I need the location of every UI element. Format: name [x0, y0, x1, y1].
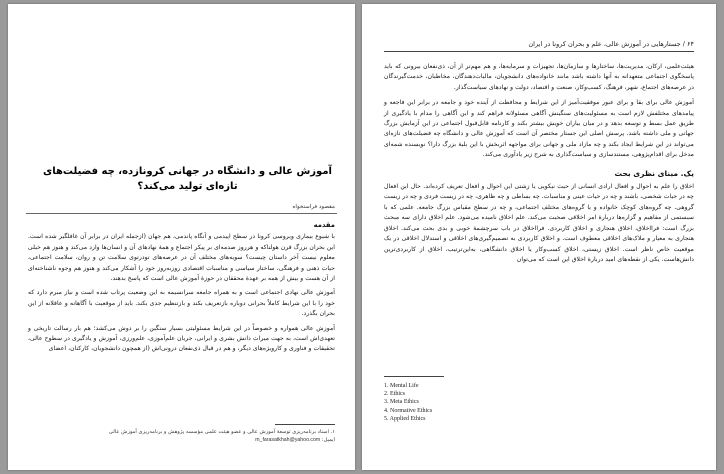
footnote-email: m_farasatkhah@yahoo.com: [255, 437, 321, 443]
right-body: [384, 62, 694, 270]
left-body: [28, 220, 335, 359]
footnote-email-line: [28, 436, 335, 444]
section-paragraph: اخلاق را علم به احوال و افعال ارادی انسانی از حیث نیکویی یا زشتی این احوال و افعال تعریف کرده‌اند. حال این افعال چه در حیات شخصی، باشند و چه در حیات عینی و مناسبات. چه بساطی و چه ظاهری، چه در زیست فردی و چه در زیست گروهی. چه گروه‌های کوچک خانواده و یا گروه‌های مختلف اجتماعی، و چه در سطح مقیاس بزرگ جامعه. علمی که با سیستمی از مفاهیم و گزاره‌ها دربارهٔ امر اخلاقی صحبت می‌کند. علم اخلاق نامیده می‌شود. علم اخلاق دارای سه مبحث بزرگ است: فرااخلاق، اخلاق هنجاری و اخلاق کاربردی. فرااخلاق در باب سرچشمهٔ خوبی و بدی بحث می‌کند. اخلاق هنجاری به معیار و ملاک‌های اخلاقی معطوف است. و اخلاق کاربردی به تصمیم‌گیری‌های اخلاقی و استدلال اخلاقی در یک موقعیت خاص ناظر است. اخلاق زیستی، اخلاق کسب‌وکار یا اخلاق دانشگاهی، به‌این‌ترتیب، اخلاق از کاربردی‌ترین دانش‌هاست. یکی از نقطه‌های امید دربارهٔ اخلاق این است که می‌توان: [384, 183, 694, 263]
right-footnote-divider: [384, 376, 444, 377]
author-divider: [26, 213, 337, 214]
footnote-item: 1. Mental Life: [384, 383, 419, 389]
left-paragraph-3: آموزش عالی همواره و خصوصاً در این شرایط مسئولیتی بسیار سنگین را بر دوش می‌کشد؛ هم بار رسالت تاریخی و تعهدی‌اش است، به جهت میراث دانش بشری و ایرانی، جریان علم‌آموزی، علم‌ورزی، آموزش و یادگیری در سطوح عالی، تحقیقات و فناوری و کارویژه‌های دیگر، و هم در قبال ذی‌نفعان درونی‌اش (از همچون دانشجویان، کارکنان، اعضای: [28, 324, 335, 353]
left-page: [8, 4, 355, 470]
footnote-affiliation: ۱. استاد برنامه‌ریزی توسعهٔ آموزش عالی و عضو هیئت علمی مؤسسه پژوهش و برنامه‌ریزی آموزش عالی: [108, 429, 335, 435]
footnote-item: 3. Meta Ethics: [384, 399, 419, 406]
left-paragraph-1: با شیوع بیماری ویروسی کرونا در سطح اپیدمی و آنگاه پاندمی، هم جهان (ازجمله ایران در برابر آن غافلگیر شده است. این بحران بزرگ قرن هولناکه و هرروز صدمه‌ای بر پیکر اجتماع و همهٔ نهادهای آن و انسان‌ها وارد می‌کند و هنوز هم خیلی معلوم نیست آخر داستان چیست؟ سویه‌های مختلف آن در عرصه‌های تودرتوی سلامت تن و روان، سلامت اجتماعی، حیات ذهنی و فرهنگی، ساختار سیاسی و مناسبات اقتصادی روزبه‌روز خود را آشکار می‌کند و هنوز هم وجوه ناشناخته‌ای از آن هست و بیش از همه بر عهدهٔ محققان در حوزهٔ آموزش عالی است که پاسخ بدهند.: [28, 233, 335, 283]
footnote-item: 4. Normative Ethics: [384, 407, 433, 414]
section-heading: یک. مبنای نظری بحث: [614, 168, 694, 178]
article-title: آموزش عالی و دانشگاه در جهانی کرونازده، چه فضیلت‌های تازه‌ای تولید می‌کند؟: [43, 166, 332, 192]
footnote-item: 2. Ethics: [384, 391, 405, 398]
footnote-item: 5. Applied Ethics: [384, 415, 426, 422]
left-footnote-divider: [275, 424, 335, 425]
left-footnote: [28, 428, 335, 444]
author-name: مقصود فراستخواه: [292, 204, 335, 210]
right-page: [362, 4, 716, 470]
intro-heading: مقدمه: [313, 221, 335, 229]
right-paragraph-1: هیئت‌علمی، ارکان، مدیریت‌ها، ساختارها و سازمان‌ها، تجهیزات و سرمایه‌ها، و هم مهم‌تر از آن، ذی‌نفعان بیرونی که باید پاسخگوی اجتماعی متعهدانه به آنها داشته باشد مانند خانواده‌های دانشجویان، مالیات‌دهندگان، مخاطبان، خدمت‌گیرندگان در عرصه‌های اجتماع، شهر، فرهنگ، کسب‌وکار، صنعت و اقتصاد، دولت و نهادهای سیاست‌گذار.: [384, 63, 694, 91]
left-paragraph-2: آموزش عالی نهادی اجتماعی است و به همراه جامعه سرانسیمه به این وضعیت پرتاب شده است و نیاز مبرم دارد که خود را با این شرایط کاملاً بحرانی دوباره بازتعریف بکند و بازتنظیم جدی بکند. باید از موقعیت با آگاهانه و عاقلانه از این بحران بگذرد.: [28, 289, 335, 318]
right-footnotes: [384, 382, 584, 423]
right-paragraph-2: آموزش عالی برای بقا و برای عبور موفقیت‌آمیز از این شرایط و محافظت از آینده خود و جامعه در برابر این فاجعه و پیامدهای مختلفش لازم است به مسئولیت‌های سنگینش آگاهی مسئولانه فراهم کند و این آگاهی را مدام با یادگیری از طریق عمل بسط و توسعه بدهد و در میان بیاران خویش بیشتر بکند و کارنامه قابل‌قبول اجتماعی در این آزمایش بزرگ جهانی و ملی داشته باشد. پرسش اصلی این جستار مختصر آن است که آموزش عالی و دانشگاه چه فضیلت‌های تازه‌ای می‌تواند در این شرایط ایجاد بکند و چه مازاد ملی و جهانی برای مواجهه اثربخش با این بلیهٔ بزرگ دارا؟ نویسنده شمه‌ای مدخل برای اقدام‌پژوهی، مستندسازی و سیاست‌گذاری به شرح زیر یادآوری می‌کند.: [384, 99, 694, 159]
running-head: ۶۴ / جستارهایی در آموزش عالی، علم و بحران کرونا در ایران: [384, 40, 694, 52]
footnote-email-label: ایمیل:: [321, 437, 335, 443]
